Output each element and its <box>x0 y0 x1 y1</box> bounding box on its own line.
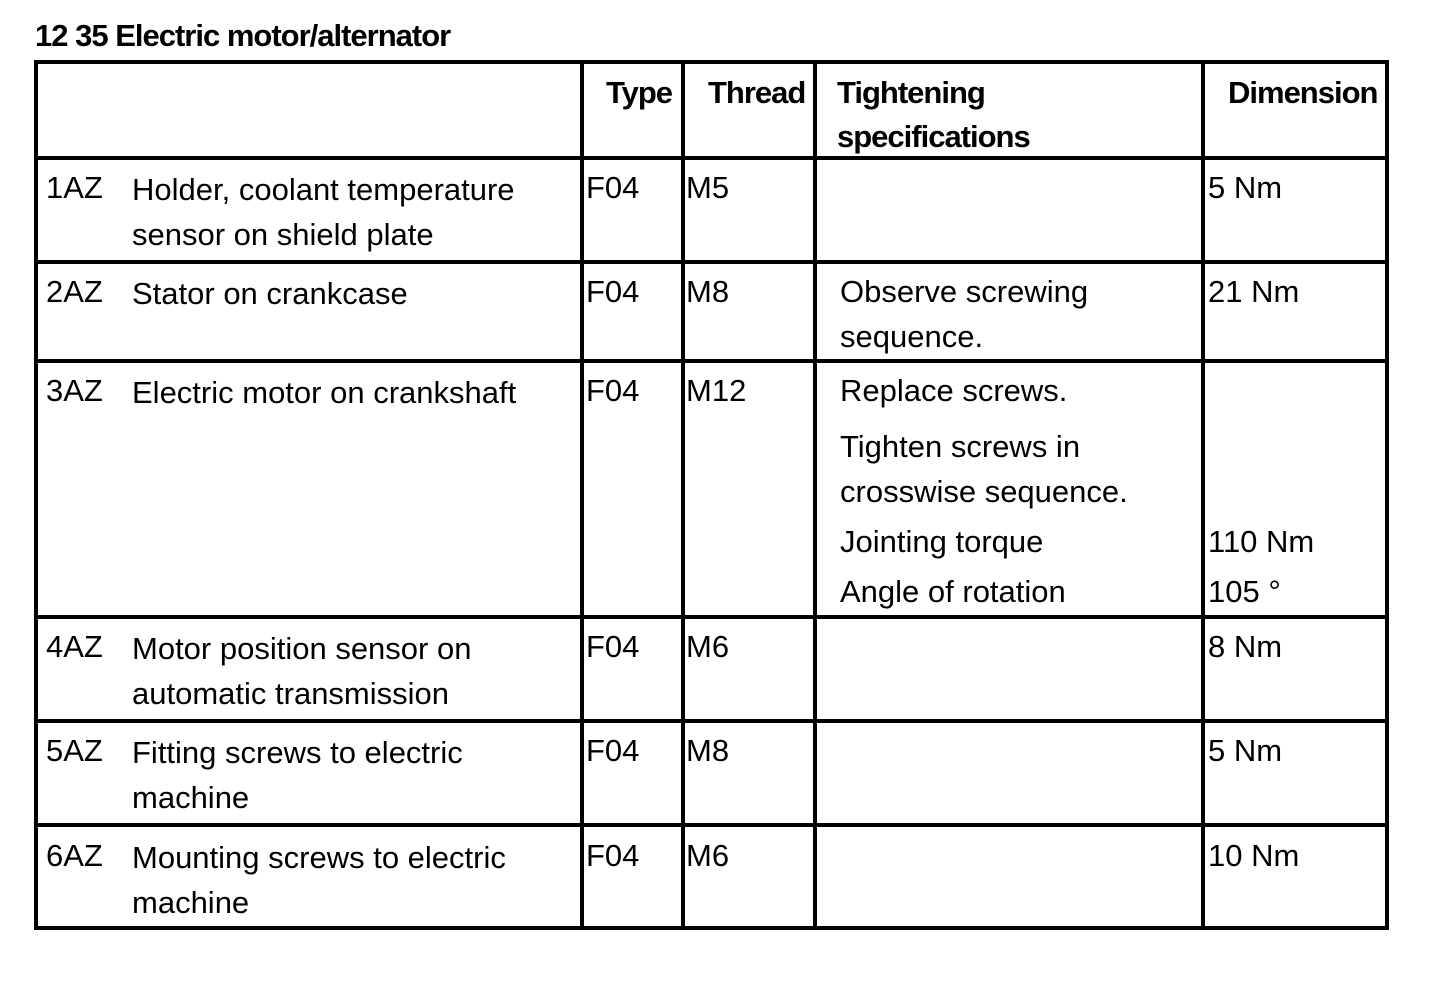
row-5az-thread: M8 <box>686 733 730 768</box>
row-divider <box>38 615 1385 619</box>
row-3az-dim-line5: 105 ° <box>1208 574 1281 609</box>
row-1az-desc-line1: Holder, coolant temperature <box>132 172 515 207</box>
row-2az-type: F04 <box>586 274 640 309</box>
row-5az-desc-line1: Fitting screws to electric <box>132 735 463 770</box>
row-2az-spec-line2: sequence. <box>840 319 984 354</box>
row-divider <box>38 156 1385 160</box>
row-4az-type: F04 <box>586 629 640 664</box>
column-divider <box>813 64 817 926</box>
row-4az-thread: M6 <box>686 629 730 664</box>
row-5az-desc-line2: machine <box>132 780 250 815</box>
row-2az-thread: M8 <box>686 274 730 309</box>
row-divider <box>38 823 1385 827</box>
torque-table <box>34 60 1389 930</box>
header-tightening-line1: Tightening <box>837 75 985 110</box>
row-divider <box>38 260 1385 264</box>
row-6az-desc-line2: machine <box>132 885 250 920</box>
header-type: Type <box>606 75 673 110</box>
row-6az-thread: M6 <box>686 838 730 873</box>
row-1az-desc-line2: sensor on shield plate <box>132 217 434 252</box>
row-4az-id: 4AZ <box>46 629 103 664</box>
row-4az-desc-line2: automatic transmission <box>132 676 450 711</box>
row-3az-spec-line4: Jointing torque <box>840 524 1044 559</box>
row-6az-desc-line1: Mounting screws to electric <box>132 840 506 875</box>
row-2az-desc-line1: Stator on crankcase <box>132 276 408 311</box>
column-divider <box>681 64 685 926</box>
row-6az-dimension: 10 Nm <box>1208 838 1300 873</box>
row-2az-spec-line1: Observe screwing <box>840 274 1089 309</box>
row-5az-id: 5AZ <box>46 733 103 768</box>
row-1az-dimension: 5 Nm <box>1208 170 1283 205</box>
row-3az-thread: M12 <box>686 373 747 408</box>
header-dimension: Dimension <box>1228 75 1378 110</box>
row-3az-desc-line1: Electric motor on crankshaft <box>132 375 517 410</box>
row-3az-spec-line5: Angle of rotation <box>840 574 1066 609</box>
row-3az-spec-line3: crosswise sequence. <box>840 474 1128 509</box>
header-tightening-line2: specifications <box>837 119 1030 154</box>
row-4az-dimension: 8 Nm <box>1208 629 1283 664</box>
row-1az-type: F04 <box>586 170 640 205</box>
row-3az-dim-line4: 110 Nm <box>1208 524 1315 559</box>
row-1az-id: 1AZ <box>46 170 103 205</box>
row-1az-thread: M5 <box>686 170 730 205</box>
row-3az-spec-line2: Tighten screws in <box>840 429 1081 464</box>
row-6az-type: F04 <box>586 838 640 873</box>
row-3az-spec-line1: Replace screws. <box>840 373 1068 408</box>
row-2az-dimension: 21 Nm <box>1208 274 1300 309</box>
column-divider <box>580 64 584 926</box>
row-5az-dimension: 5 Nm <box>1208 733 1283 768</box>
row-3az-type: F04 <box>586 373 640 408</box>
row-2az-id: 2AZ <box>46 274 103 309</box>
row-6az-id: 6AZ <box>46 838 103 873</box>
row-3az-id: 3AZ <box>46 373 103 408</box>
row-4az-desc-line1: Motor position sensor on <box>132 631 472 666</box>
header-thread: Thread <box>708 75 806 110</box>
column-divider <box>1201 64 1205 926</box>
row-divider <box>38 719 1385 723</box>
row-divider <box>38 359 1385 363</box>
page-title: 12 35 Electric motor/alternator <box>35 18 451 53</box>
row-5az-type: F04 <box>586 733 640 768</box>
